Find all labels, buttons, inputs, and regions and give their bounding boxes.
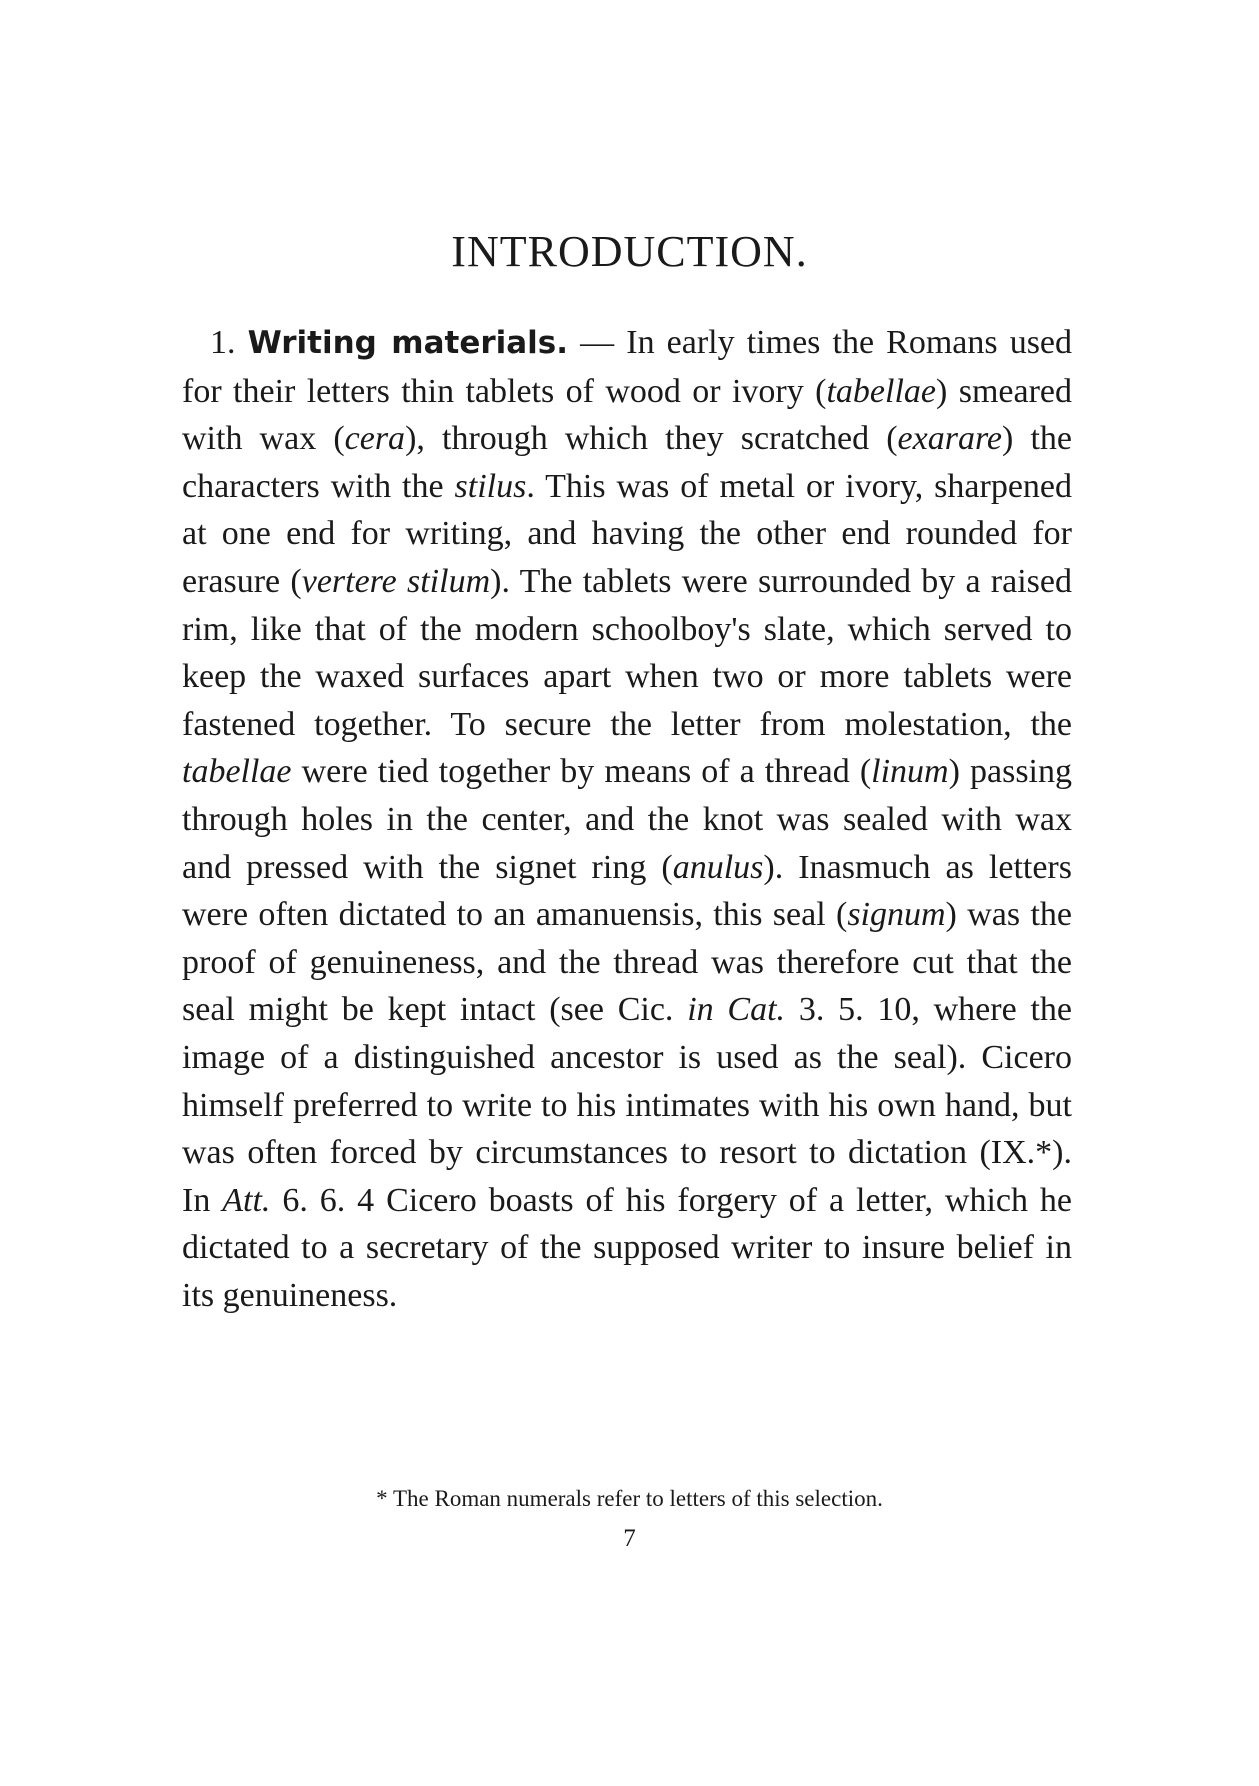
- text-run: ). Inasmuch as letters were often dictated to an amanuensis, this seal (: [182, 848, 1072, 934]
- text-run: ), through which they scratched (: [405, 420, 898, 458]
- text-run: 3. 5. 10, where the image of a distinguished ancestor is used as the seal). Cicero himself preferred to write to his intimates with his own hand, but was often forced by circumstances to resort to dictation (IX.*). In: [182, 991, 1072, 1219]
- italic-term: tabellae: [182, 753, 292, 791]
- italic-term: vertere stilum: [301, 562, 491, 600]
- page-title: INTRODUCTION.: [451, 227, 808, 276]
- italic-term: stilus: [454, 467, 527, 505]
- body-paragraph: [182, 319, 1072, 1319]
- italic-term: tabellae: [826, 372, 936, 410]
- italic-term: linum: [871, 753, 949, 791]
- text-run: ) passing through holes in the center, and the knot was sealed with wax and pressed with the signet ring (: [182, 753, 1073, 886]
- italic-term: Att.: [222, 1181, 271, 1219]
- text-run: . This was of metal or ivory, sharpened at one end for writing, and having the other end rounded for erasure (: [182, 467, 1072, 600]
- italic-term: cera: [344, 420, 406, 458]
- italic-term: anulus: [672, 848, 764, 886]
- text-run: ) was the proof of genuineness, and the thread was therefore cut that the seal might be kept intact (see Cic.: [182, 896, 1072, 1029]
- text-run: were tied together by means of a thread (: [291, 753, 872, 791]
- dash: —: [568, 324, 627, 361]
- italic-term: exarare: [897, 420, 1003, 458]
- text-run: ). The tablets were surrounded by a raised rim, like that of the modern schoolboy's slate, which served to keep the waxed surfaces apart when two or more tablets were fastened together. To secure the letter from molestation, the: [182, 562, 1072, 743]
- italic-term: in Cat.: [687, 991, 786, 1029]
- page-number: 7: [623, 1525, 636, 1552]
- body-text: [182, 324, 1072, 1314]
- footnote: * The Roman numerals refer to letters of this selection.: [376, 1486, 883, 1511]
- text-run: ) smeared with wax (: [182, 372, 1072, 458]
- section-title: Writing materials.: [247, 325, 569, 361]
- italic-term: signum: [847, 896, 946, 934]
- text-run: ) the characters with the: [182, 420, 1073, 505]
- text-run: 6. 6. 4 Cicero boasts of his forgery of a letter, which he dictated to a secretary of the supposed writer to insure belief in its genuineness.: [182, 1181, 1072, 1314]
- section-number: 1.: [210, 324, 236, 361]
- text-run: In early times the Romans used for their letters thin tablets of wood or ivory (: [182, 324, 1073, 410]
